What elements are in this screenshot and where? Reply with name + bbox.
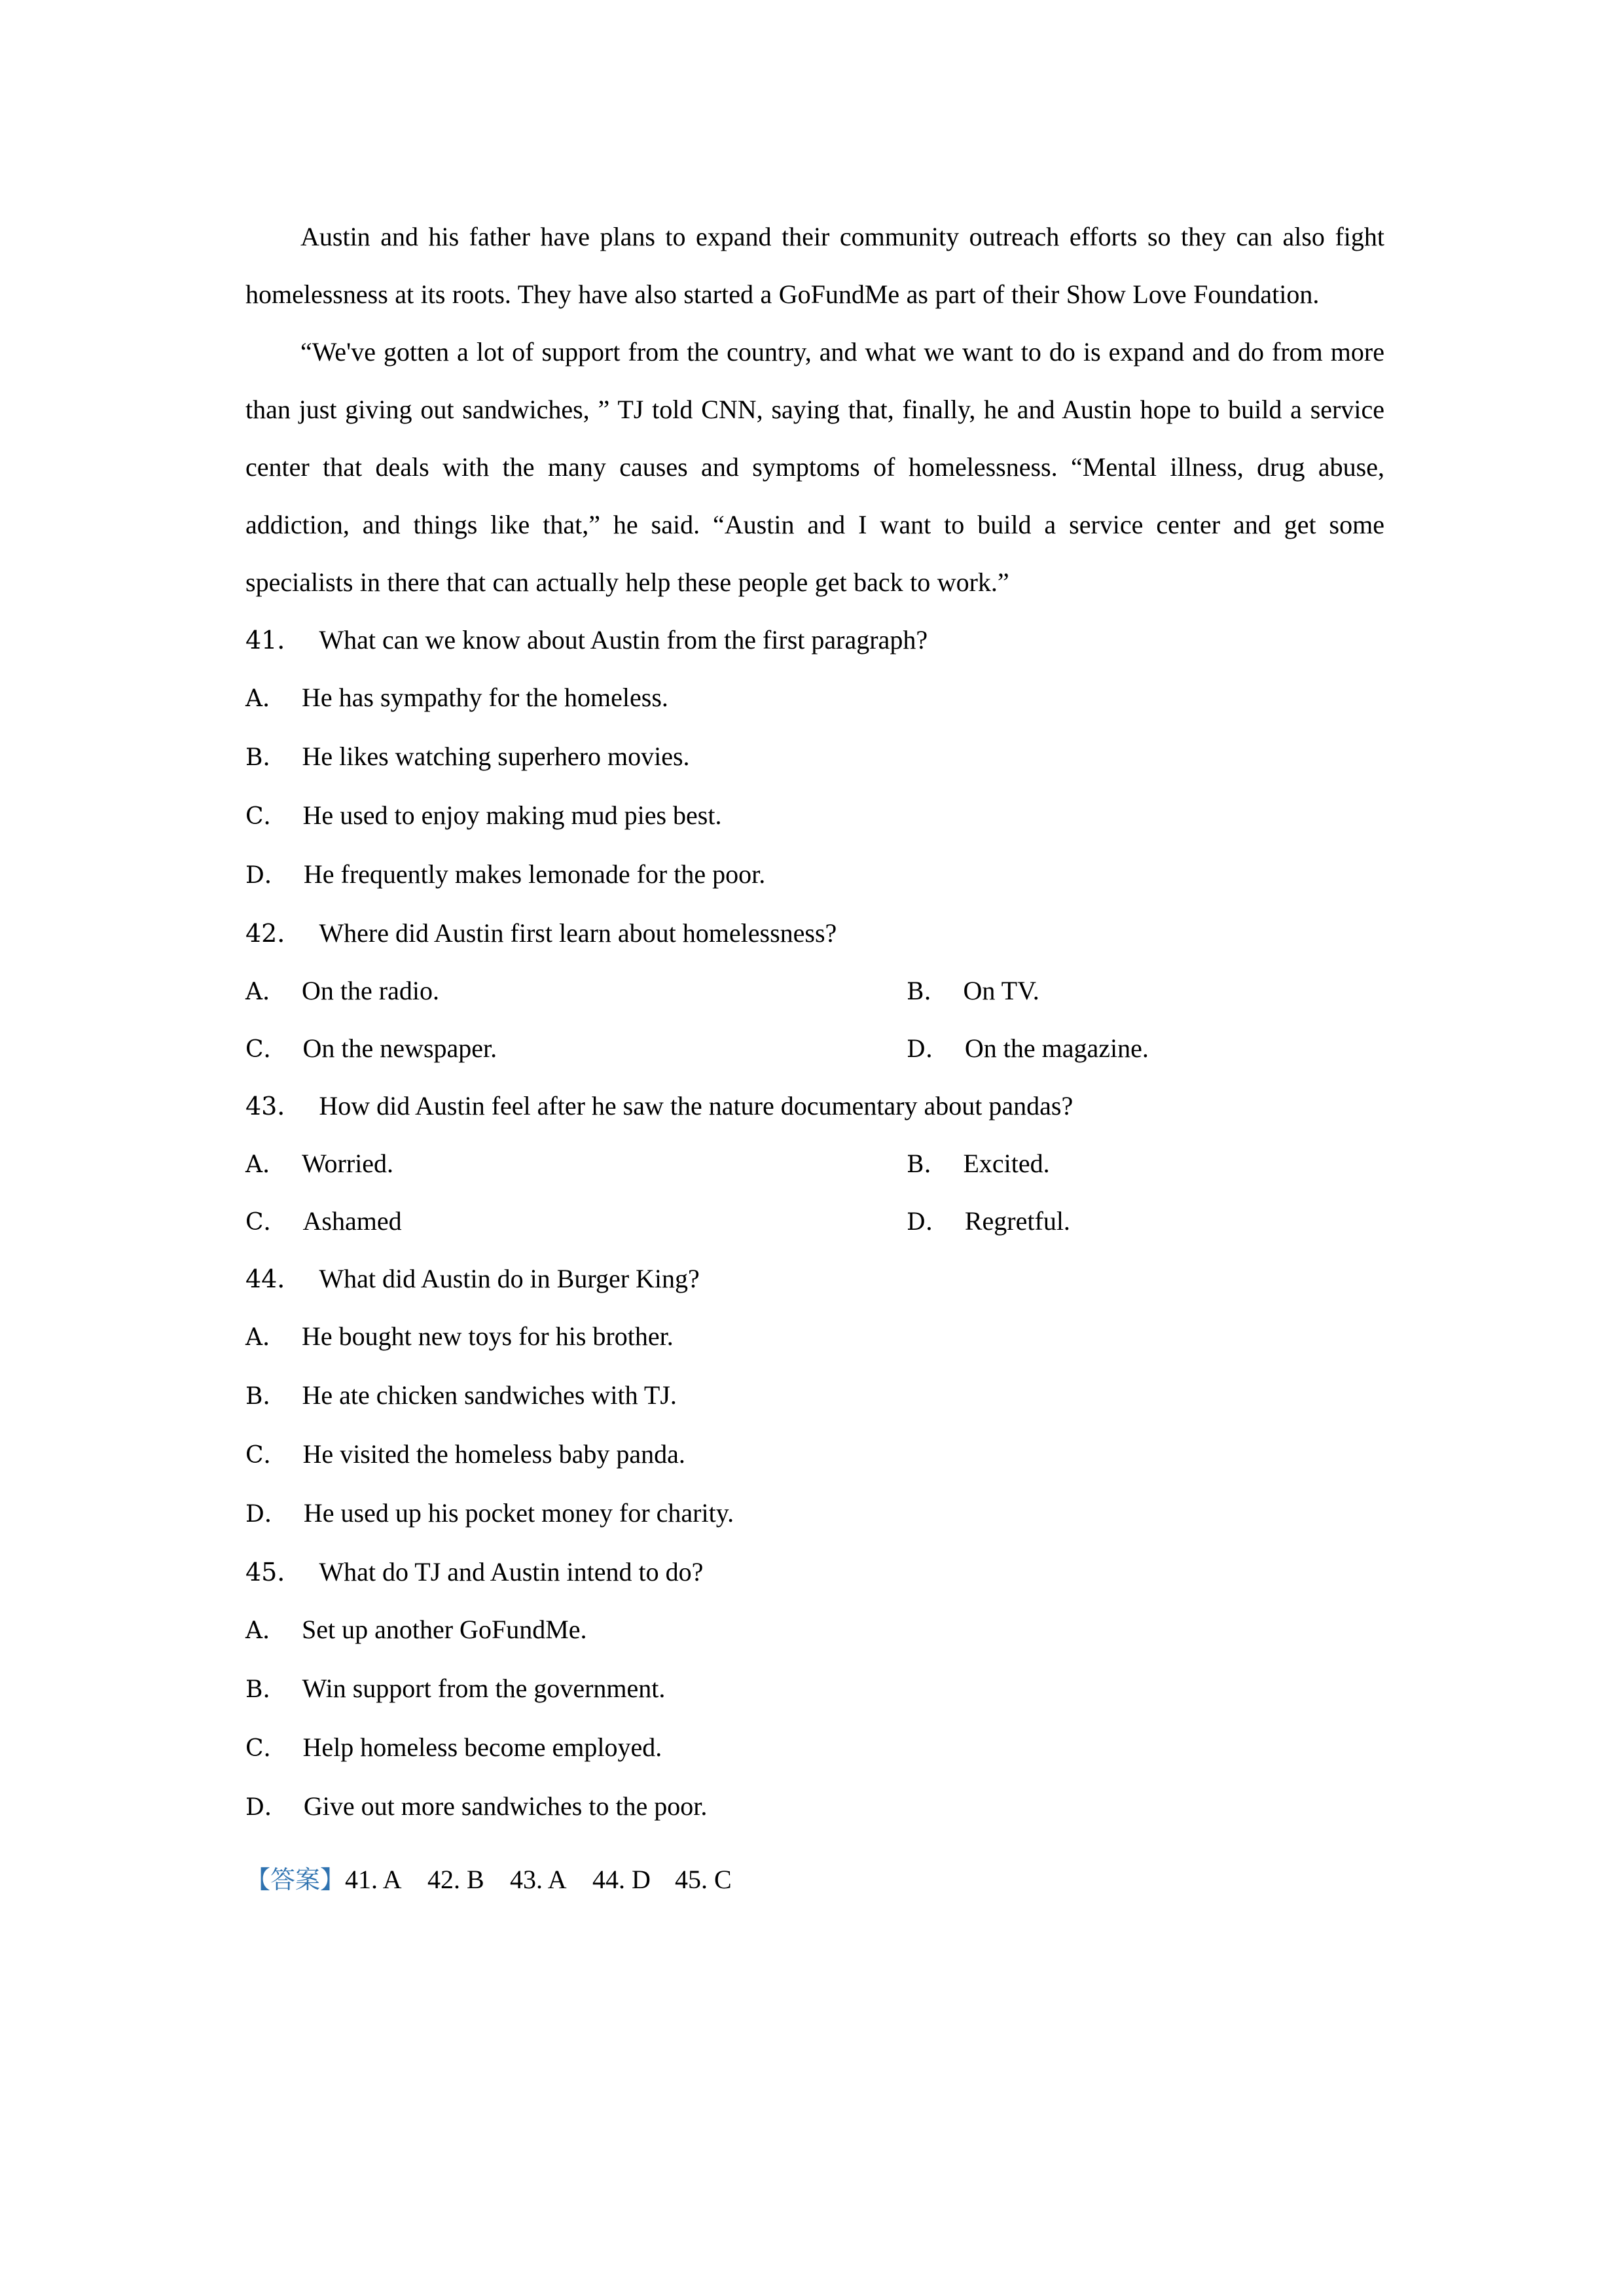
question-text: How did Austin feel after he saw the nature documentary about pandas? bbox=[319, 1091, 1074, 1121]
option-row bbox=[245, 1193, 1384, 1250]
question-number: 44． bbox=[245, 1265, 302, 1293]
question-44 bbox=[245, 1250, 1384, 1543]
option-label: C． bbox=[245, 1442, 287, 1469]
option-text: He likes watching superhero movies. bbox=[302, 742, 690, 771]
option-label: C． bbox=[245, 803, 287, 830]
question-stem bbox=[245, 611, 1384, 669]
option-a[interactable] bbox=[245, 1135, 393, 1194]
option-a[interactable] bbox=[245, 1308, 1384, 1367]
question-41 bbox=[245, 611, 1384, 905]
option-d[interactable] bbox=[907, 1020, 1149, 1079]
option-row bbox=[245, 1135, 1384, 1193]
question-number: 45． bbox=[245, 1558, 302, 1587]
option-text: Worried. bbox=[302, 1149, 394, 1178]
question-stem bbox=[245, 1250, 1384, 1308]
option-d[interactable] bbox=[907, 1193, 1070, 1251]
option-text: He has sympathy for the homeless. bbox=[302, 683, 668, 712]
question-text: What did Austin do in Burger King? bbox=[319, 1264, 700, 1293]
option-label: A． bbox=[245, 1617, 286, 1644]
option-text: On the radio. bbox=[302, 976, 439, 1005]
option-label: A． bbox=[245, 1324, 286, 1351]
question-42 bbox=[245, 905, 1384, 1077]
option-text: He frequently makes lemonade for the poor. bbox=[303, 859, 766, 889]
option-c[interactable] bbox=[245, 1020, 497, 1079]
option-b[interactable] bbox=[245, 728, 1384, 787]
option-label: D． bbox=[907, 1036, 949, 1063]
option-label: A． bbox=[245, 978, 286, 1005]
answer-item-43: 43. A bbox=[510, 1865, 567, 1894]
option-text: On the magazine. bbox=[964, 1033, 1149, 1063]
answer-item-45: 45. C bbox=[675, 1865, 732, 1894]
option-row bbox=[245, 962, 1384, 1020]
passage-paragraph: “We've gotten a lot of support from the country, and what we want to do is expand and do from more than just giving out sandwiches, ” TJ told CNN, saying that, finally, he and Austin hope to build a service center that deals with the many causes and symptoms of homelessness. “Mental illness, drug abuse, addiction, and things like that,” he said. “Austin and I want to build a service center and get some specialists in there that can actually help these people get back to work.” bbox=[245, 337, 1384, 597]
question-text: Where did Austin first learn about homelessness? bbox=[319, 918, 837, 948]
answer-item-42: 42. B bbox=[427, 1865, 484, 1894]
question-43 bbox=[245, 1077, 1384, 1250]
option-a[interactable] bbox=[245, 1601, 1384, 1660]
option-label: D． bbox=[245, 1794, 288, 1821]
option-text: On the newspaper. bbox=[302, 1033, 497, 1063]
option-label: C． bbox=[245, 1036, 287, 1063]
option-d[interactable] bbox=[245, 846, 1384, 905]
option-c[interactable] bbox=[245, 1426, 1384, 1484]
answer-item-44: 44. D bbox=[592, 1865, 651, 1894]
option-label: C． bbox=[245, 1735, 287, 1762]
question-number: 42． bbox=[245, 919, 302, 948]
option-text: Regretful. bbox=[964, 1206, 1070, 1236]
option-d[interactable] bbox=[245, 1484, 1384, 1543]
option-d[interactable] bbox=[245, 1778, 1384, 1837]
option-text: Help homeless become employed. bbox=[302, 1732, 662, 1762]
option-label: D． bbox=[245, 862, 288, 889]
page-content bbox=[245, 208, 1384, 1909]
option-label: B． bbox=[245, 1676, 287, 1703]
option-text: Win support from the government. bbox=[302, 1674, 666, 1703]
answer-key-tag: 【答案】 bbox=[245, 1865, 346, 1894]
answer-item-41: 41. A bbox=[345, 1865, 402, 1894]
option-label: A． bbox=[245, 1151, 286, 1178]
option-text: On TV. bbox=[963, 976, 1039, 1005]
option-b[interactable] bbox=[907, 1135, 1050, 1194]
option-c[interactable] bbox=[245, 787, 1384, 846]
question-stem bbox=[245, 1543, 1384, 1601]
option-label: B． bbox=[245, 1383, 287, 1410]
question-stem bbox=[245, 905, 1384, 962]
option-label: B． bbox=[245, 744, 287, 771]
passage-paragraph: Austin and his father have plans to expand their community outreach efforts so they can also fight homelessness at its roots. They have also started a GoFundMe as part of their Show Love Foundation. bbox=[245, 222, 1384, 309]
option-text: Set up another GoFundMe. bbox=[302, 1615, 587, 1644]
option-c[interactable] bbox=[245, 1193, 402, 1251]
option-label: B． bbox=[907, 978, 948, 1005]
passage bbox=[245, 208, 1384, 611]
option-text: He bought new toys for his brother. bbox=[302, 1321, 674, 1351]
question-45 bbox=[245, 1543, 1384, 1837]
question-number: 41． bbox=[245, 626, 302, 655]
option-text: He visited the homeless baby panda. bbox=[302, 1439, 685, 1469]
option-text: Ashamed bbox=[302, 1206, 402, 1236]
option-a[interactable] bbox=[245, 669, 1384, 728]
option-b[interactable] bbox=[907, 962, 1039, 1021]
question-number: 43． bbox=[245, 1092, 302, 1121]
option-b[interactable] bbox=[245, 1660, 1384, 1719]
option-b[interactable] bbox=[245, 1367, 1384, 1426]
option-text: He used to enjoy making mud pies best. bbox=[302, 800, 722, 830]
option-text: Excited. bbox=[963, 1149, 1050, 1178]
option-label: D． bbox=[907, 1209, 949, 1236]
option-text: He ate chicken sandwiches with TJ. bbox=[302, 1380, 677, 1410]
option-a[interactable] bbox=[245, 962, 439, 1021]
option-text: Give out more sandwiches to the poor. bbox=[303, 1791, 708, 1821]
option-label: D． bbox=[245, 1501, 288, 1528]
option-text: He used up his pocket money for charity. bbox=[303, 1498, 734, 1528]
question-text: What can we know about Austin from the first paragraph? bbox=[319, 625, 928, 655]
option-label: C． bbox=[245, 1209, 287, 1236]
option-row bbox=[245, 1020, 1384, 1077]
option-label: B． bbox=[907, 1151, 948, 1178]
question-stem bbox=[245, 1077, 1384, 1135]
option-c[interactable] bbox=[245, 1719, 1384, 1778]
answer-key bbox=[245, 1851, 1384, 1909]
question-text: What do TJ and Austin intend to do? bbox=[319, 1557, 704, 1587]
option-label: A． bbox=[245, 685, 286, 712]
